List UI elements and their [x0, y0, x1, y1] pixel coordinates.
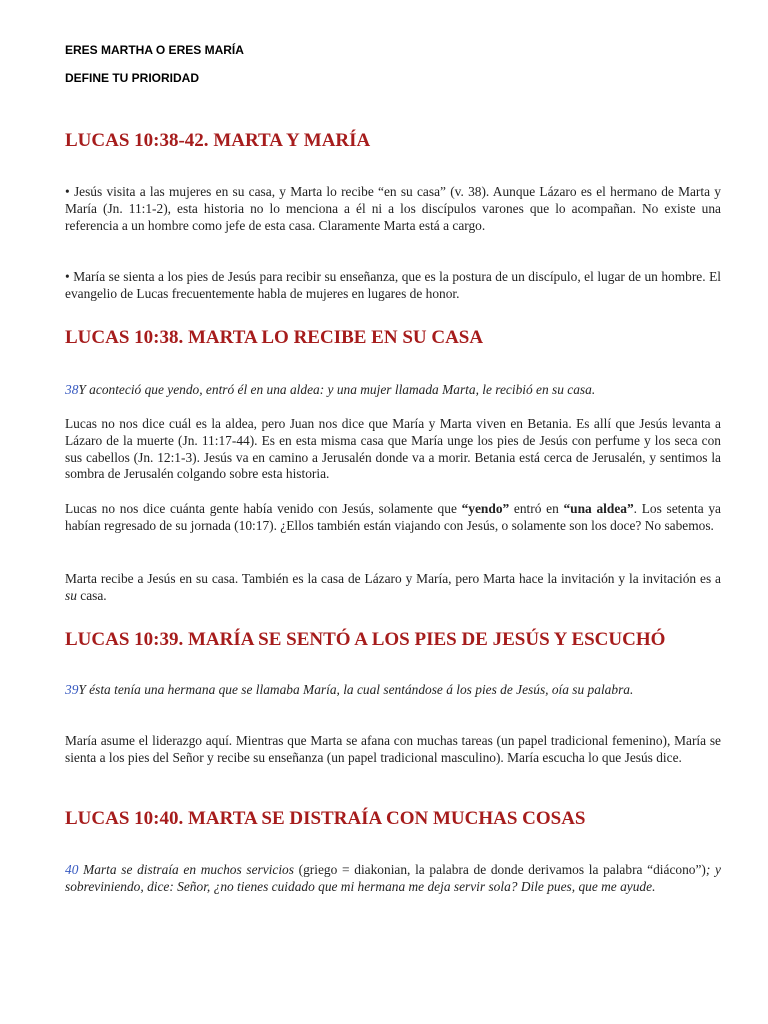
section-title-text: MARTA SE DISTRAÍA CON MUCHAS COSAS	[183, 808, 586, 829]
commentary-paragraph: Marta recibe a Jesús en su casa. También es la casa de Lázaro y María, pero Marta hace la invitación y la invitación es a su casa.	[65, 571, 721, 603]
section-reference: LUCAS 10:38-42.	[65, 130, 209, 151]
bullet-icon: •	[65, 269, 74, 284]
verse-number: 38	[65, 382, 79, 397]
document-subtitle: DEFINE TU PRIORIDAD	[65, 71, 200, 85]
verse-quote: 39Y ésta tenía una hermana que se llamaba María, la cual sentándose á los pies de Jesús, oía su palabra.	[65, 682, 634, 697]
verse-quote: 40 Marta se distraía en muchos servicios (griego = diakonian, la palabra de donde derivamos la palabra “diácono”); y sobreviniendo, dice: Señor, ¿no tienes cuidado que mi hermana me deja servir sola? Dile pues, que me ayude.	[65, 862, 721, 894]
commentary-paragraph: María asume el liderazgo aquí. Mientras que Marta se afana con muchas tareas (un papel tradicional femenino), María se sienta a los pies del Señor y recibe su enseñanza (un papel tradicional masculino). María escucha lo que Jesús dice.	[65, 733, 721, 765]
section-title-text: MARTA Y MARÍA	[208, 130, 371, 151]
commentary-paragraph: Lucas no nos dice cuál es la aldea, pero Juan nos dice que María y Marta viven en Betania. Es allí que Jesús levanta a Lázaro de la muerte (Jn. 11:17-44). Es en esta misma casa que María unge los pies de Jesús con perfume y los seca con sus cabellos (Jn. 12:1-3). Jesús va en camino a Jerusalén donde va a morir. Betania está cerca de Jerusalén, y sentimos la sombra de Jerusalén colgando sobre esta historia.	[65, 416, 721, 482]
bullet-paragraph: • María se sienta a los pies de Jesús para recibir su enseñanza, que es la postura de un discípulo, el lugar de un hombre. El evangelio de Lucas frecuentemente habla de mujeres en lugares de honor.	[65, 269, 721, 301]
section-title-text: MARÍA SE SENTÓ A LOS PIES DE JESÚS Y ESCUCHÓ	[183, 629, 666, 650]
section-heading-lucas-10-38-42	[65, 130, 370, 152]
commentary-paragraph: Lucas no nos dice cuánta gente había venido con Jesús, solamente que “yendo” entró en “una aldea”. Los setenta ya habían regresado de su jornada (10:17). ¿Ellos también están viajando con Jesús, o solamente son los doce? No sabemos.	[65, 501, 721, 533]
bullet-paragraph: • Jesús visita a las mujeres en su casa, y Marta lo recibe “en su casa” (v. 38). Aunque Lázaro es el hermano de Marta y María (Jn. 11:1-2), esta historia no lo menciona a él ni a los discípulos varones que lo acompañan. No existe una referencia a un hombre como jefe de esta casa. Claramente Marta está a cargo.	[65, 184, 721, 233]
section-reference: LUCAS 10:40.	[65, 808, 184, 829]
verse-number: 40	[65, 862, 79, 877]
section-heading-lucas-10-39	[65, 629, 665, 651]
document-page	[65, 0, 721, 1024]
verse-quote: 38Y aconteció que yendo, entró él en una aldea: y una mujer llamada Marta, le recibió en su casa.	[65, 382, 596, 397]
document-title: ERES MARTHA O ERES MARÍA	[65, 43, 244, 57]
section-reference: LUCAS 10:39.	[65, 629, 184, 650]
section-heading-lucas-10-40	[65, 808, 586, 830]
verse-number: 39	[65, 682, 79, 697]
section-heading-lucas-10-38	[65, 327, 483, 349]
section-title-text: MARTA LO RECIBE EN SU CASA	[183, 327, 484, 348]
section-reference: LUCAS 10:38.	[65, 327, 184, 348]
bullet-icon: •	[65, 184, 74, 199]
